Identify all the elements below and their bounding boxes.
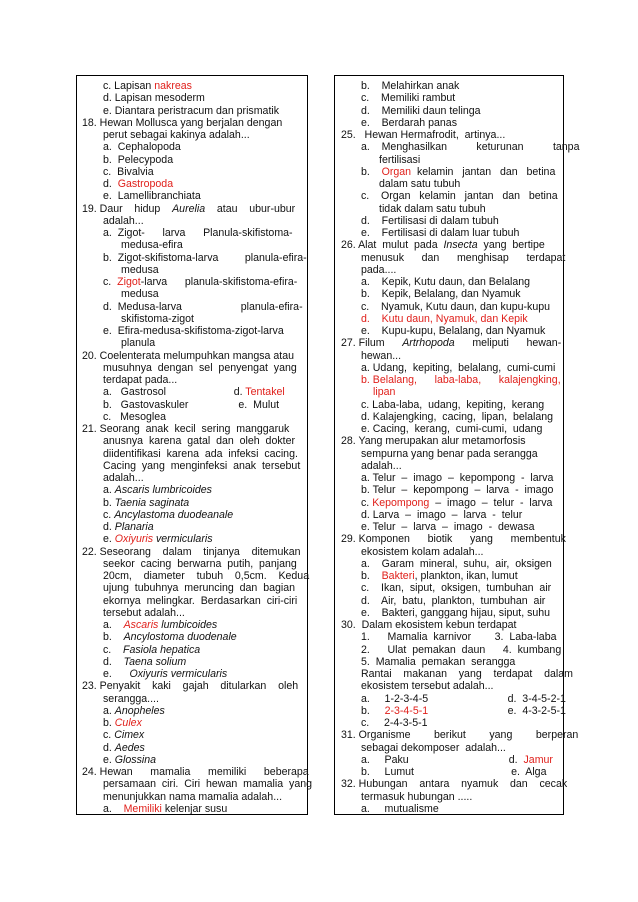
text-line [361, 693, 566, 705]
text-segment: Oxiyuris [114, 533, 154, 546]
text-line [341, 778, 567, 790]
text-line [361, 791, 472, 803]
text-segment: b. Zigot-skifistoma-larva planula-efira- [103, 251, 307, 264]
text-segment: c. Nyamuk, Kutu daun, dan kupu-kupu [361, 300, 551, 313]
text-line [103, 448, 298, 460]
text-segment: e. Fertilisasi di dalam luar tubuh [361, 227, 520, 239]
text-segment: b. Gastovaskuler e. Mulut [103, 398, 280, 411]
text-segment: d. Lapisan mesoderm [103, 92, 205, 105]
text-segment: 20. Coelenterata melumpuhkan mangsa atau [82, 349, 295, 362]
text-segment: 19. Daur hidup [82, 202, 173, 215]
text-segment: tersebut adalah... [103, 606, 185, 619]
text-line [361, 472, 553, 484]
text-segment: adalah... [361, 459, 402, 472]
text-line [361, 570, 518, 582]
text-segment: Oxiyuris vermicularis [129, 668, 228, 680]
text-segment: musuhnya dengan sel penyengat yang [103, 361, 297, 374]
text-segment: a. Garam mineral, suhu, air, oksigen [361, 557, 552, 570]
text-segment: a. Menghasilkan keturunan tanpa [361, 141, 580, 154]
text-line [103, 582, 295, 594]
text-line [103, 778, 312, 790]
text-line [103, 497, 189, 509]
text-line [361, 423, 542, 435]
text-line [103, 190, 201, 202]
text-segment: c. Ikan, siput, oksigen, tumbuhan air [361, 582, 552, 595]
text-line [103, 215, 144, 227]
text-segment: Cimex [114, 729, 145, 742]
text-segment: c. 2-4-3-5-1 [361, 717, 428, 729]
text-segment: lumbicoides [158, 619, 218, 631]
text-segment: d. [103, 178, 118, 190]
text-segment: Anopheles [114, 704, 165, 717]
text-line [361, 766, 546, 778]
text-segment: e. 4-3-2-5-1 [428, 704, 566, 717]
text-segment: e. Efira-medusa-skifistoma-zigot-larva [103, 325, 284, 337]
text-line [103, 252, 307, 264]
text-line [361, 252, 565, 264]
text-segment: adalah... [103, 214, 144, 227]
text-segment: 22. Seseorang dalam tinjanya ditemukan [82, 545, 301, 558]
text-segment: terdapat pada... [103, 374, 178, 386]
text-segment: nakreas [154, 80, 192, 92]
text-segment: 20cm, diameter tubuh 0,5cm. Kedua [103, 570, 310, 582]
text-segment: 32. Hubungan antara nyamuk dan cecak [341, 778, 568, 791]
text-segment: b. [361, 570, 382, 582]
text-line [82, 766, 309, 778]
text-line [103, 607, 185, 619]
text-line [103, 362, 297, 374]
text-segment: b. [361, 165, 382, 178]
text-line [103, 729, 144, 741]
text-line [361, 227, 519, 239]
text-line [103, 754, 156, 766]
text-line [341, 619, 516, 631]
text-line [361, 190, 558, 202]
text-line [103, 141, 181, 153]
text-line [103, 472, 144, 484]
text-segment: b. Pelecypoda [103, 153, 174, 166]
text-segment: e. [103, 668, 130, 680]
text-segment: b. Belalang, laba-laba, kalajengking, [361, 374, 561, 386]
text-line [103, 276, 297, 288]
text-line [361, 105, 481, 117]
text-segment: c. [103, 729, 115, 742]
text-line [361, 742, 506, 754]
text-line [103, 595, 297, 607]
text-line [103, 668, 227, 680]
text-segment: c. [103, 508, 115, 521]
text-line [361, 656, 515, 668]
text-segment: d. Medusa-larva planula-efira- [103, 300, 303, 313]
text-segment: 26. Alat mulut pada [341, 239, 444, 252]
text-segment: persamaan ciri. Ciri hewan mamalia yang [103, 778, 313, 791]
text-segment: a. Cephalopoda [103, 141, 181, 154]
text-segment: d. Larva – imago – larva - telur [361, 508, 523, 521]
text-segment: b. Kepik, Belalang, dan Nyamuk [361, 288, 521, 301]
text-segment: skifistoma-zigot [121, 312, 194, 325]
text-segment: e. Berdarah panas [361, 116, 457, 129]
text-line [82, 117, 282, 129]
text-segment: a. 1-2-3-4-5 d. 3-4-5-2-1 [361, 692, 566, 705]
text-line [361, 215, 499, 227]
text-line [103, 154, 173, 166]
text-segment: 31. Organisme berikut yang berperan [341, 729, 579, 742]
text-line [103, 791, 282, 803]
text-line [361, 276, 530, 288]
text-line [341, 337, 561, 349]
text-line [121, 337, 155, 349]
text-line [361, 92, 455, 104]
text-line [361, 644, 561, 656]
text-line [103, 717, 142, 729]
text-segment: a. [103, 704, 115, 717]
text-line [103, 533, 213, 545]
text-segment: Gastropoda [117, 178, 174, 190]
text-segment: Ascaris [123, 619, 159, 631]
text-segment: Aedes [114, 741, 145, 754]
text-line [361, 313, 528, 325]
text-segment: Kepompong [372, 496, 430, 509]
text-segment: ujung tubuhnya meruncing dan bagian [103, 582, 296, 595]
text-segment: e. Lamellibranchiata [103, 190, 201, 203]
text-segment: c. Organ kelamin jantan dan betina [361, 190, 558, 203]
text-segment: perut sebagai kakinya adalah... [103, 129, 250, 141]
text-segment: 1. Mamalia karnivor 3. Laba-laba [361, 631, 557, 644]
text-segment: e. Kupu-kupu, Belalang, dan Nyamuk [361, 325, 546, 337]
text-line [361, 350, 401, 362]
text-line [361, 595, 545, 607]
text-line [103, 166, 154, 178]
text-segment: e. Diantara peristracum dan prismatik [103, 104, 280, 117]
text-segment: 21. Seorang anak kecil sering manggaruk [82, 423, 290, 435]
text-segment: medusa [121, 288, 159, 301]
text-line [103, 705, 165, 717]
text-line [121, 239, 183, 251]
text-line [361, 582, 551, 594]
text-segment: Organ [381, 165, 412, 178]
text-segment: Planaria [114, 521, 154, 533]
text-line [361, 117, 457, 129]
text-segment: 25. Hewan Hermafrodit, artinya... [341, 129, 506, 141]
text-segment: menunjukkan nama mamalia adalah... [103, 790, 283, 803]
text-segment: 30. Dalam ekosistem kebun terdapat [341, 619, 517, 631]
text-line [103, 129, 250, 141]
text-line [82, 350, 294, 362]
text-segment: a. Zigot- larva Planula-skifistoma- [103, 227, 293, 239]
text-segment: serangga.... [103, 692, 159, 705]
text-line [103, 644, 200, 656]
text-segment: c. [361, 496, 373, 509]
text-line [361, 631, 556, 643]
text-segment: b. [103, 496, 115, 509]
text-segment: a. Udang, kepiting, belalang, cumi-cumi [361, 361, 556, 374]
text-line [103, 435, 295, 447]
text-line [103, 693, 159, 705]
text-line [103, 80, 192, 92]
text-line [103, 521, 154, 533]
text-line [379, 178, 460, 190]
text-segment: Ascaris lumbricoides [114, 484, 212, 497]
text-line [361, 607, 550, 619]
text-line [103, 619, 217, 631]
text-segment: pada.... [361, 263, 397, 276]
text-line [103, 484, 212, 496]
text-line [103, 105, 279, 117]
text-line [361, 411, 553, 423]
text-segment: medusa [121, 263, 159, 276]
text-line [341, 533, 566, 545]
text-segment: Aurelia [172, 202, 206, 215]
text-segment: Ancylostoma duodenale [123, 631, 237, 644]
text-line [103, 227, 293, 239]
text-segment: a. mutualisme [361, 802, 439, 815]
text-line [361, 509, 522, 521]
text-segment: 27. Filum [341, 337, 403, 350]
text-segment: 5. Mamalia pemakan serangga [361, 655, 516, 668]
text-line [361, 80, 459, 92]
text-segment: e. [103, 533, 115, 546]
text-line [103, 803, 227, 815]
text-line [361, 558, 552, 570]
text-segment: Artrhopoda [402, 337, 455, 350]
text-segment: kelenjar susu [161, 802, 228, 815]
text-segment: – imago – telur - larva [429, 496, 553, 509]
text-segment: Glossina [114, 753, 156, 766]
text-segment: a. Paku d. [361, 753, 524, 766]
text-line [103, 178, 173, 190]
text-segment: ekosistem tersebut adalah... [361, 680, 494, 693]
text-segment: 23. Penyakit kaki gajah ditularkan oleh [82, 680, 299, 693]
text-line [103, 509, 233, 521]
text-segment: ekornya melingkar. Berdasarkan ciri-ciri [103, 594, 298, 607]
text-segment: planula [121, 337, 156, 350]
text-segment: 2. Ulat pemakan daun 4. kumbang [361, 643, 562, 656]
text-line [361, 448, 538, 460]
text-segment: Memiliki [123, 802, 162, 815]
text-segment: fertilisasi [379, 153, 421, 166]
left-column [76, 75, 313, 815]
text-segment: Ancylastoma duodeanale [114, 508, 234, 521]
text-line [361, 325, 545, 337]
text-line [103, 92, 205, 104]
text-line [103, 301, 303, 313]
text-segment: a. Telur – imago – kepompong - larva [361, 472, 554, 484]
text-line [341, 129, 505, 141]
text-segment: termasuk hubungan ..... [361, 790, 473, 803]
text-segment: a. [103, 619, 124, 631]
text-line [361, 668, 573, 680]
text-segment: b. Telur – kepompong – larva - imago [361, 484, 554, 497]
text-segment: Culex [114, 717, 142, 729]
text-line [103, 374, 177, 386]
text-segment: 24. Hewan mamalia memiliki beberapa [82, 766, 309, 778]
text-segment: diidentifikasi karena ada infeksi cacing. [103, 447, 298, 460]
text-line [103, 460, 300, 472]
text-line [121, 313, 194, 325]
text-line [361, 680, 494, 692]
text-segment: a. [103, 484, 115, 497]
text-segment: 2-3-4-5-1 [384, 704, 429, 717]
text-segment: b. [103, 631, 124, 644]
text-line [103, 742, 145, 754]
text-segment: b. [361, 704, 385, 717]
text-segment: d. Kalajengking, cacing, lipan, belalang [361, 410, 553, 423]
text-segment: d. Fertilisasi di dalam tubuh [361, 214, 499, 227]
text-segment: kelamin jantan dan betina [411, 165, 556, 178]
text-line [341, 729, 578, 741]
text-line [361, 301, 550, 313]
text-segment: a. Kepik, Kutu daun, dan Belalang [361, 276, 531, 288]
text-segment: b. Lumut e. Alga [361, 766, 547, 778]
text-segment: d. [103, 655, 124, 668]
text-line [361, 497, 552, 509]
text-segment: e. Bakteri, ganggang hijau, siput, suhu [361, 606, 551, 619]
text-segment: c. Bivalvia [103, 165, 154, 178]
text-line [103, 386, 285, 398]
text-segment: yang bertipe [477, 239, 545, 252]
text-segment: d. [103, 521, 115, 533]
text-segment: Taena solium [123, 655, 187, 668]
text-line [82, 680, 298, 692]
text-segment: d. Air, batu, plankton, tumbuhan air [361, 594, 546, 607]
text-line [373, 386, 395, 398]
text-segment: seekor cacing berwarna putih, panjang [103, 557, 297, 570]
text-segment: lipan [373, 386, 396, 399]
text-segment: c. [103, 643, 124, 656]
text-segment: Bakteri [381, 570, 415, 582]
text-line [361, 754, 553, 766]
text-segment: tidak dalam satu tubuh [379, 202, 486, 215]
text-segment: Tentakel [245, 386, 285, 399]
text-line [361, 264, 396, 276]
text-segment: ekosistem kolam adalah... [361, 545, 484, 558]
text-segment: 18. Hewan Mollusca yang berjalan dengan [82, 116, 283, 129]
text-segment: Zigot [117, 276, 141, 288]
text-segment: b. Melahirkan anak [361, 80, 460, 92]
text-line [361, 484, 553, 496]
text-line [103, 656, 186, 668]
text-line [341, 435, 526, 447]
text-segment: medusa-efira [121, 239, 183, 252]
text-segment: sebagai dekomposer adalah... [361, 741, 506, 754]
text-line [341, 239, 545, 251]
text-line [103, 399, 279, 411]
text-segment: d. Memiliki daun telinga [361, 104, 481, 117]
text-segment: , plankton, ikan, lumut [414, 570, 518, 582]
text-segment: hewan... [361, 349, 402, 362]
text-segment: 29. Komponen biotik yang membentuk [341, 533, 566, 546]
text-segment: c. Lapisan [103, 80, 155, 92]
text-segment: Jamur [523, 753, 553, 766]
text-segment: -larva planula-skifistoma-efira- [140, 276, 298, 288]
text-segment: d. Kutu daun, Nyamuk, dan Kepik [361, 312, 528, 325]
text-segment: a. Gastrosol d. [103, 386, 246, 399]
text-segment: c. Laba-laba, udang, kepiting, kerang [361, 398, 545, 411]
text-line [361, 717, 428, 729]
text-line [361, 460, 402, 472]
text-line [82, 423, 289, 435]
text-line [103, 570, 309, 582]
text-line [121, 264, 159, 276]
text-line [361, 399, 544, 411]
text-line [361, 141, 579, 153]
text-line [82, 546, 300, 558]
text-line [379, 203, 486, 215]
text-segment: e. [103, 753, 115, 766]
text-segment: e. Telur – larva – imago - dewasa [361, 521, 535, 533]
text-segment: anusnya karena gatal dan oleh dokter [103, 435, 295, 448]
text-segment: c. [103, 276, 118, 288]
text-segment: sempurna yang benar pada serangga [361, 447, 538, 460]
text-line [361, 546, 483, 558]
text-segment: e. Cacing, kerang, cumi-cumi, udang [361, 423, 543, 435]
text-line [82, 203, 295, 215]
text-line [361, 288, 521, 300]
right-column [334, 75, 580, 815]
text-segment: c. Mesoglea [103, 410, 167, 423]
text-segment: Cacing yang menginfeksi anak tersebut [103, 459, 301, 472]
text-segment: vermicularis [153, 533, 213, 546]
text-line [103, 325, 284, 337]
text-line [379, 154, 420, 166]
text-line [361, 166, 555, 178]
text-line [361, 374, 561, 386]
text-segment: Rantai makanan yang terdapat dalam [361, 668, 573, 680]
text-segment: 28. Yang merupakan alur metamorfosis [341, 435, 526, 448]
text-line [121, 288, 159, 300]
text-segment: dalam satu tubuh [379, 178, 461, 190]
text-segment: Insecta [443, 239, 478, 252]
text-line [361, 362, 555, 374]
text-line [103, 631, 237, 643]
text-line [361, 803, 439, 815]
text-line [103, 411, 166, 423]
text-segment: menusuk dan menghisap terdapat [361, 251, 566, 264]
text-segment: atau ubur-ubur [205, 202, 296, 215]
text-line [361, 705, 566, 717]
text-line [361, 521, 535, 533]
text-line [103, 558, 297, 570]
text-segment: meliputi hewan- [454, 337, 562, 350]
text-segment: a. [103, 802, 124, 815]
text-segment: b. [103, 717, 115, 729]
text-segment: c. Memiliki rambut [361, 92, 456, 105]
text-segment: Taenia saginata [114, 496, 190, 509]
text-segment: d. [103, 741, 115, 754]
text-segment: adalah... [103, 472, 144, 484]
text-segment: Fasiola hepatica [123, 643, 201, 656]
